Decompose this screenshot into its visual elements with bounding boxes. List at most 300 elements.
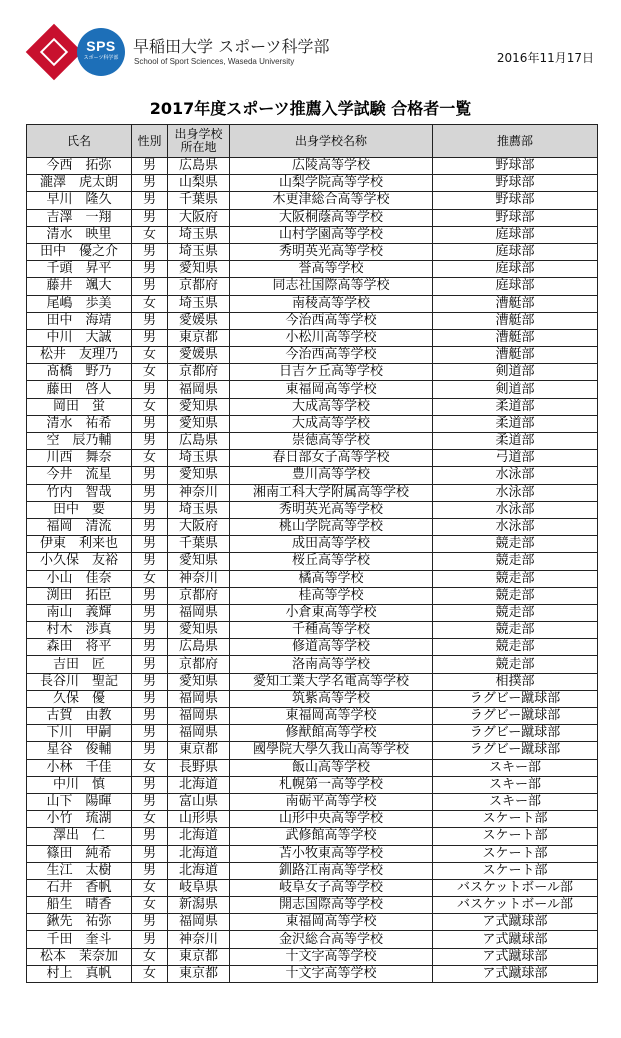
table-row bbox=[27, 811, 598, 828]
table-row bbox=[27, 243, 598, 260]
cell-club: 水泳部 bbox=[433, 518, 598, 535]
cell-pref: 福岡県 bbox=[168, 725, 230, 742]
table-row bbox=[27, 570, 598, 587]
table-row bbox=[27, 192, 598, 209]
cell-school: 金沢総合高等学校 bbox=[230, 931, 433, 948]
cell-club: 競走部 bbox=[433, 622, 598, 639]
cell-pref: 広島県 bbox=[168, 158, 230, 175]
cell-school: 南砺平高等学校 bbox=[230, 793, 433, 810]
cell-pref: 北海道 bbox=[168, 845, 230, 862]
cell-club: 野球部 bbox=[433, 192, 598, 209]
table-row bbox=[27, 261, 598, 278]
cell-name: 澤出 仁 bbox=[27, 828, 132, 845]
cell-school: 桜丘高等学校 bbox=[230, 553, 433, 570]
cell-name: 長谷川 聖記 bbox=[27, 673, 132, 690]
cell-school: 日吉ケ丘高等学校 bbox=[230, 364, 433, 381]
cell-club: 野球部 bbox=[433, 158, 598, 175]
table-row bbox=[27, 845, 598, 862]
cell-pref: 神奈川 bbox=[168, 570, 230, 587]
cell-name: 吉澤 一翔 bbox=[27, 209, 132, 226]
cell-pref: 福岡県 bbox=[168, 381, 230, 398]
cell-club: スケート部 bbox=[433, 845, 598, 862]
cell-club: ラグビー蹴球部 bbox=[433, 725, 598, 742]
cell-sex: 男 bbox=[132, 776, 168, 793]
cell-sex: 男 bbox=[132, 501, 168, 518]
cell-club: 水泳部 bbox=[433, 484, 598, 501]
cell-pref: 福岡県 bbox=[168, 914, 230, 931]
cell-name: 藤井 颯大 bbox=[27, 278, 132, 295]
cell-sex: 男 bbox=[132, 433, 168, 450]
cell-sex: 男 bbox=[132, 656, 168, 673]
cell-school: 十文字高等学校 bbox=[230, 965, 433, 982]
cell-sex: 女 bbox=[132, 398, 168, 415]
cell-pref: 北海道 bbox=[168, 862, 230, 879]
cell-pref: 神奈川 bbox=[168, 931, 230, 948]
cell-name: 今井 流星 bbox=[27, 467, 132, 484]
cell-sex: 男 bbox=[132, 639, 168, 656]
cell-name: 小山 佳奈 bbox=[27, 570, 132, 587]
cell-pref: 北海道 bbox=[168, 776, 230, 793]
cell-school: 東福岡高等学校 bbox=[230, 381, 433, 398]
cell-name: 髙橋 野乃 bbox=[27, 364, 132, 381]
table-row bbox=[27, 295, 598, 312]
cell-school: 山村学園高等学校 bbox=[230, 226, 433, 243]
cell-pref: 京都府 bbox=[168, 278, 230, 295]
cell-school: 苫小牧東高等学校 bbox=[230, 845, 433, 862]
cell-name: 福岡 清流 bbox=[27, 518, 132, 535]
cell-club: 水泳部 bbox=[433, 501, 598, 518]
cell-sex: 男 bbox=[132, 793, 168, 810]
sps-logo-subtext: スポーツ科学部 bbox=[83, 55, 119, 61]
cell-pref: 東京都 bbox=[168, 329, 230, 346]
cell-school: 誉高等学校 bbox=[230, 261, 433, 278]
cell-club: 庭球部 bbox=[433, 226, 598, 243]
cell-name: 小久保 友裕 bbox=[27, 553, 132, 570]
table-row bbox=[27, 501, 598, 518]
cell-name: 篠田 純希 bbox=[27, 845, 132, 862]
cell-sex: 男 bbox=[132, 192, 168, 209]
table-row bbox=[27, 862, 598, 879]
table-row bbox=[27, 312, 598, 329]
cell-name: 瀧澤 虎太朗 bbox=[27, 175, 132, 192]
table-row bbox=[27, 467, 598, 484]
cell-club: 競走部 bbox=[433, 604, 598, 621]
cell-school: 東福岡高等学校 bbox=[230, 914, 433, 931]
university-name: 早稲田大学 スポーツ科学部 bbox=[133, 37, 330, 56]
document-title: 2017年度スポーツ推薦入学試験 合格者一覧 bbox=[149, 99, 472, 118]
header-school: 出身学校名称 bbox=[230, 125, 433, 158]
header-pref-label: 出身学校 所在地 bbox=[174, 127, 223, 154]
cell-pref: 岐阜県 bbox=[168, 879, 230, 896]
cell-school: 洛南高等学校 bbox=[230, 656, 433, 673]
cell-club: 弓道部 bbox=[433, 450, 598, 467]
results-table-wrapper bbox=[26, 124, 597, 983]
cell-pref: 新潟県 bbox=[168, 897, 230, 914]
cell-school: 修猷館高等学校 bbox=[230, 725, 433, 742]
cell-club: 漕艇部 bbox=[433, 295, 598, 312]
cell-club: スキー部 bbox=[433, 759, 598, 776]
cell-name: 早川 隆久 bbox=[27, 192, 132, 209]
cell-sex: 男 bbox=[132, 175, 168, 192]
cell-pref: 千葉県 bbox=[168, 536, 230, 553]
cell-pref: 京都府 bbox=[168, 364, 230, 381]
cell-pref: 東京都 bbox=[168, 948, 230, 965]
cell-school: 橘高等学校 bbox=[230, 570, 433, 587]
cell-pref: 山形県 bbox=[168, 811, 230, 828]
table-header-row bbox=[27, 125, 598, 158]
cell-name: 村木 渉真 bbox=[27, 622, 132, 639]
cell-sex: 男 bbox=[132, 518, 168, 535]
cell-club: 競走部 bbox=[433, 536, 598, 553]
sps-logo-text: SPS bbox=[86, 38, 116, 54]
cell-pref: 東京都 bbox=[168, 965, 230, 982]
table-row bbox=[27, 776, 598, 793]
cell-sex: 女 bbox=[132, 811, 168, 828]
cell-sex: 男 bbox=[132, 536, 168, 553]
cell-club: 庭球部 bbox=[433, 261, 598, 278]
cell-name: 渕田 拓臣 bbox=[27, 587, 132, 604]
cell-name: 村上 真帆 bbox=[27, 965, 132, 982]
cell-name: 松本 茉奈加 bbox=[27, 948, 132, 965]
table-row bbox=[27, 622, 598, 639]
cell-sex: 女 bbox=[132, 879, 168, 896]
cell-school: 桃山学院高等学校 bbox=[230, 518, 433, 535]
cell-club: ア式蹴球部 bbox=[433, 965, 598, 982]
cell-name: 小林 千佳 bbox=[27, 759, 132, 776]
cell-name: 南山 義輝 bbox=[27, 604, 132, 621]
cell-pref: 愛媛県 bbox=[168, 347, 230, 364]
cell-school: 東福岡高等学校 bbox=[230, 708, 433, 725]
cell-school: 武修館高等学校 bbox=[230, 828, 433, 845]
cell-pref: 京都府 bbox=[168, 656, 230, 673]
cell-club: スキー部 bbox=[433, 793, 598, 810]
cell-club: バスケットボール部 bbox=[433, 897, 598, 914]
cell-name: 山下 陽暉 bbox=[27, 793, 132, 810]
cell-name: 川西 舞奈 bbox=[27, 450, 132, 467]
table-row bbox=[27, 759, 598, 776]
table-row bbox=[27, 226, 598, 243]
table-row bbox=[27, 158, 598, 175]
cell-club: スキー部 bbox=[433, 776, 598, 793]
cell-sex: 男 bbox=[132, 312, 168, 329]
cell-school: 飯山高等学校 bbox=[230, 759, 433, 776]
table-row bbox=[27, 639, 598, 656]
cell-pref: 山梨県 bbox=[168, 175, 230, 192]
cell-school: 釧路江南高等学校 bbox=[230, 862, 433, 879]
cell-sex: 女 bbox=[132, 948, 168, 965]
cell-name: 生江 太樹 bbox=[27, 862, 132, 879]
cell-school: 筑紫高等学校 bbox=[230, 690, 433, 707]
cell-pref: 神奈川 bbox=[168, 484, 230, 501]
cell-pref: 大阪府 bbox=[168, 209, 230, 226]
cell-sex: 男 bbox=[132, 845, 168, 862]
cell-sex: 男 bbox=[132, 690, 168, 707]
cell-sex: 男 bbox=[132, 467, 168, 484]
cell-club: 庭球部 bbox=[433, 278, 598, 295]
cell-school: 桂高等学校 bbox=[230, 587, 433, 604]
cell-club: 競走部 bbox=[433, 553, 598, 570]
cell-sex: 女 bbox=[132, 347, 168, 364]
cell-school: 秀明英光高等学校 bbox=[230, 243, 433, 260]
table-row bbox=[27, 209, 598, 226]
cell-name: 千田 奎斗 bbox=[27, 931, 132, 948]
cell-school: 十文字高等学校 bbox=[230, 948, 433, 965]
table-row bbox=[27, 690, 598, 707]
cell-club: 剣道部 bbox=[433, 381, 598, 398]
cell-school: 札幌第一高等学校 bbox=[230, 776, 433, 793]
cell-school: 同志社国際高等学校 bbox=[230, 278, 433, 295]
table-row bbox=[27, 931, 598, 948]
header-name: 氏名 bbox=[27, 125, 132, 158]
cell-school: 愛知工業大学名電高等学校 bbox=[230, 673, 433, 690]
cell-name: 久保 優 bbox=[27, 690, 132, 707]
cell-pref: 愛知県 bbox=[168, 467, 230, 484]
cell-school: 大成高等学校 bbox=[230, 415, 433, 432]
cell-club: 柔道部 bbox=[433, 415, 598, 432]
cell-school: 南稜高等学校 bbox=[230, 295, 433, 312]
cell-school: 湘南工科大学附属高等学校 bbox=[230, 484, 433, 501]
cell-club: ラグビー蹴球部 bbox=[433, 742, 598, 759]
cell-pref: 愛知県 bbox=[168, 673, 230, 690]
table-row bbox=[27, 965, 598, 982]
table-row bbox=[27, 879, 598, 896]
cell-name: 竹内 智哉 bbox=[27, 484, 132, 501]
cell-name: 吉田 匠 bbox=[27, 656, 132, 673]
cell-name: 松井 友理乃 bbox=[27, 347, 132, 364]
cell-school: 豊川高等学校 bbox=[230, 467, 433, 484]
table-row bbox=[27, 828, 598, 845]
table-row bbox=[27, 347, 598, 364]
cell-school: 大成高等学校 bbox=[230, 398, 433, 415]
cell-sex: 女 bbox=[132, 364, 168, 381]
cell-sex: 男 bbox=[132, 725, 168, 742]
cell-pref: 広島県 bbox=[168, 433, 230, 450]
cell-sex: 男 bbox=[132, 622, 168, 639]
cell-sex: 男 bbox=[132, 673, 168, 690]
cell-club: 競走部 bbox=[433, 570, 598, 587]
cell-sex: 女 bbox=[132, 226, 168, 243]
cell-club: 水泳部 bbox=[433, 467, 598, 484]
cell-sex: 男 bbox=[132, 708, 168, 725]
cell-club: 野球部 bbox=[433, 175, 598, 192]
cell-club: バスケットボール部 bbox=[433, 879, 598, 896]
cell-club: スケート部 bbox=[433, 811, 598, 828]
cell-club: 相撲部 bbox=[433, 673, 598, 690]
cell-pref: 福岡県 bbox=[168, 690, 230, 707]
cell-pref: 愛知県 bbox=[168, 261, 230, 278]
cell-sex: 女 bbox=[132, 965, 168, 982]
cell-club: ア式蹴球部 bbox=[433, 931, 598, 948]
cell-club: スケート部 bbox=[433, 862, 598, 879]
document-date: 2016年11月17日 bbox=[496, 51, 594, 65]
cell-sex: 男 bbox=[132, 415, 168, 432]
table-row bbox=[27, 897, 598, 914]
cell-school: 春日部女子高等学校 bbox=[230, 450, 433, 467]
table-row bbox=[27, 536, 598, 553]
cell-school: 広陵高等学校 bbox=[230, 158, 433, 175]
cell-name: 星谷 俊輔 bbox=[27, 742, 132, 759]
cell-school: 千種高等学校 bbox=[230, 622, 433, 639]
cell-club: 漕艇部 bbox=[433, 347, 598, 364]
table-row bbox=[27, 725, 598, 742]
cell-school: 成田高等学校 bbox=[230, 536, 433, 553]
cell-sex: 男 bbox=[132, 278, 168, 295]
table-row bbox=[27, 742, 598, 759]
cell-pref: 長野県 bbox=[168, 759, 230, 776]
cell-name: 尾嶋 歩美 bbox=[27, 295, 132, 312]
cell-pref: 京都府 bbox=[168, 587, 230, 604]
table-row bbox=[27, 415, 598, 432]
table-row bbox=[27, 450, 598, 467]
header-club: 推薦部 bbox=[433, 125, 598, 158]
page-header bbox=[0, 0, 621, 90]
cell-school: 今治西高等学校 bbox=[230, 312, 433, 329]
cell-pref: 埼玉県 bbox=[168, 295, 230, 312]
cell-sex: 男 bbox=[132, 862, 168, 879]
cell-sex: 男 bbox=[132, 931, 168, 948]
table-row bbox=[27, 948, 598, 965]
cell-school: 小松川高等学校 bbox=[230, 329, 433, 346]
cell-school: 崇徳高等学校 bbox=[230, 433, 433, 450]
table-row bbox=[27, 604, 598, 621]
cell-sex: 男 bbox=[132, 587, 168, 604]
table-row bbox=[27, 278, 598, 295]
cell-school: 開志国際高等学校 bbox=[230, 897, 433, 914]
cell-club: 庭球部 bbox=[433, 243, 598, 260]
cell-club: ラグビー蹴球部 bbox=[433, 690, 598, 707]
cell-sex: 男 bbox=[132, 209, 168, 226]
cell-pref: 富山県 bbox=[168, 793, 230, 810]
cell-sex: 男 bbox=[132, 553, 168, 570]
table-row bbox=[27, 587, 598, 604]
cell-club: ア式蹴球部 bbox=[433, 914, 598, 931]
cell-school: 秀明英光高等学校 bbox=[230, 501, 433, 518]
cell-name: 田中 要 bbox=[27, 501, 132, 518]
cell-name: 藤田 啓人 bbox=[27, 381, 132, 398]
cell-sex: 男 bbox=[132, 329, 168, 346]
cell-school: 大阪桐蔭高等学校 bbox=[230, 209, 433, 226]
cell-name: 古賀 由教 bbox=[27, 708, 132, 725]
cell-school: 山形中央高等学校 bbox=[230, 811, 433, 828]
cell-pref: 愛知県 bbox=[168, 415, 230, 432]
table-row bbox=[27, 914, 598, 931]
cell-sex: 女 bbox=[132, 759, 168, 776]
table-row bbox=[27, 329, 598, 346]
cell-name: 清水 祐希 bbox=[27, 415, 132, 432]
cell-name: 森田 将平 bbox=[27, 639, 132, 656]
cell-school: 今治西高等学校 bbox=[230, 347, 433, 364]
cell-club: 剣道部 bbox=[433, 364, 598, 381]
table-row bbox=[27, 793, 598, 810]
cell-club: ア式蹴球部 bbox=[433, 948, 598, 965]
cell-school: 小倉東高等学校 bbox=[230, 604, 433, 621]
cell-name: 千頭 昇平 bbox=[27, 261, 132, 278]
cell-sex: 男 bbox=[132, 158, 168, 175]
cell-club: 柔道部 bbox=[433, 433, 598, 450]
cell-school: 岐阜女子高等学校 bbox=[230, 879, 433, 896]
cell-school: 國學院大學久我山高等学校 bbox=[230, 742, 433, 759]
cell-name: 今西 拓弥 bbox=[27, 158, 132, 175]
cell-pref: 福岡県 bbox=[168, 708, 230, 725]
cell-name: 空 辰乃輔 bbox=[27, 433, 132, 450]
cell-pref: 愛知県 bbox=[168, 622, 230, 639]
header-sex: 性別 bbox=[132, 125, 168, 158]
table-row bbox=[27, 175, 598, 192]
cell-pref: 埼玉県 bbox=[168, 226, 230, 243]
cell-club: 競走部 bbox=[433, 656, 598, 673]
cell-name: 清水 映里 bbox=[27, 226, 132, 243]
table-row bbox=[27, 708, 598, 725]
cell-name: 鍬先 祐弥 bbox=[27, 914, 132, 931]
table-row bbox=[27, 553, 598, 570]
cell-sex: 男 bbox=[132, 828, 168, 845]
cell-pref: 埼玉県 bbox=[168, 501, 230, 518]
cell-sex: 男 bbox=[132, 261, 168, 278]
cell-pref: 大阪府 bbox=[168, 518, 230, 535]
cell-pref: 愛知県 bbox=[168, 398, 230, 415]
cell-sex: 男 bbox=[132, 243, 168, 260]
cell-pref: 愛媛県 bbox=[168, 312, 230, 329]
cell-club: 野球部 bbox=[433, 209, 598, 226]
header-pref bbox=[168, 125, 230, 158]
cell-club: 競走部 bbox=[433, 639, 598, 656]
cell-pref: 埼玉県 bbox=[168, 243, 230, 260]
cell-pref: 東京都 bbox=[168, 742, 230, 759]
cell-club: ラグビー蹴球部 bbox=[433, 708, 598, 725]
cell-club: 柔道部 bbox=[433, 398, 598, 415]
cell-sex: 男 bbox=[132, 742, 168, 759]
cell-pref: 福岡県 bbox=[168, 604, 230, 621]
cell-name: 伊東 利来也 bbox=[27, 536, 132, 553]
cell-school: 修道高等学校 bbox=[230, 639, 433, 656]
table-row bbox=[27, 433, 598, 450]
cell-school: 山梨学院高等学校 bbox=[230, 175, 433, 192]
results-table bbox=[26, 124, 598, 983]
cell-name: 田中 優之介 bbox=[27, 243, 132, 260]
cell-sex: 女 bbox=[132, 450, 168, 467]
cell-sex: 女 bbox=[132, 295, 168, 312]
table-row bbox=[27, 484, 598, 501]
cell-club: スケート部 bbox=[433, 828, 598, 845]
cell-name: 石井 香帆 bbox=[27, 879, 132, 896]
table-row bbox=[27, 673, 598, 690]
cell-name: 田中 海靖 bbox=[27, 312, 132, 329]
cell-club: 競走部 bbox=[433, 587, 598, 604]
cell-name: 中川 大誠 bbox=[27, 329, 132, 346]
table-row bbox=[27, 398, 598, 415]
cell-name: 中川 慎 bbox=[27, 776, 132, 793]
university-name-en: School of Sport Sciences, Waseda University bbox=[134, 57, 295, 66]
cell-pref: 広島県 bbox=[168, 639, 230, 656]
table-row bbox=[27, 656, 598, 673]
cell-club: 漕艇部 bbox=[433, 312, 598, 329]
cell-pref: 北海道 bbox=[168, 828, 230, 845]
cell-school: 木更津総合高等学校 bbox=[230, 192, 433, 209]
cell-pref: 千葉県 bbox=[168, 192, 230, 209]
cell-sex: 男 bbox=[132, 604, 168, 621]
cell-sex: 女 bbox=[132, 897, 168, 914]
cell-name: 岡田 蛍 bbox=[27, 398, 132, 415]
table-row bbox=[27, 364, 598, 381]
cell-name: 小竹 琉湖 bbox=[27, 811, 132, 828]
cell-sex: 男 bbox=[132, 484, 168, 501]
cell-name: 船生 晴香 bbox=[27, 897, 132, 914]
cell-club: 漕艇部 bbox=[433, 329, 598, 346]
cell-sex: 男 bbox=[132, 381, 168, 398]
cell-sex: 女 bbox=[132, 570, 168, 587]
cell-pref: 埼玉県 bbox=[168, 450, 230, 467]
cell-sex: 男 bbox=[132, 914, 168, 931]
